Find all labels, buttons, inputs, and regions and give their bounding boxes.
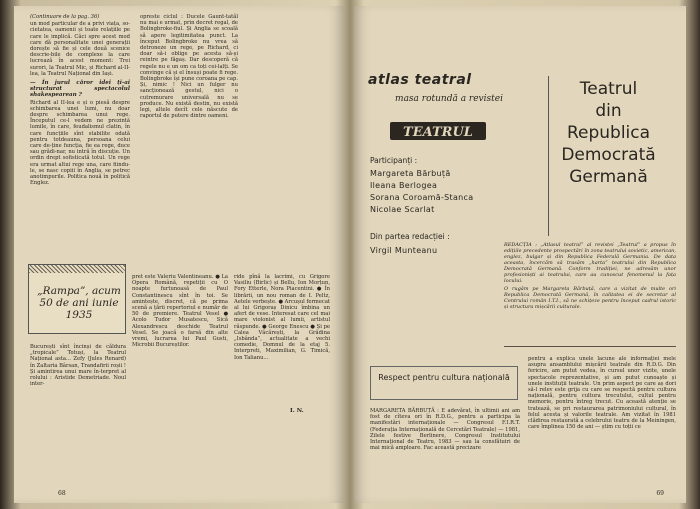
bottom-column-2 <box>132 274 228 349</box>
participants-label: Participanți : <box>370 156 418 165</box>
right-bottom-col-1-text: MARGARETA BĂRBUȚĂ : E adevărat, în ultimii ani am fost de cîteva ori în R.D.G., pentru a participa la manifestări internaționale — Congresul F.I.R.T. (Federația Internațională de Cercetări Teatrale) — 1981, Zilele festive Berlinere, Congresul Institutului Internațional de Teatru, 1983 — sau la consfătuiri de mai mică amploare. Fac această precizare <box>370 408 520 452</box>
participant-1: Margareta Bărbuță <box>370 169 451 178</box>
left-page-number: 68 <box>58 490 66 497</box>
intro-text: un mod particular de a privi viața, so-cietatea, oamenii și toate relațiile pe care le implică. Căci spre acest mod care dă personalitate unei generații dorește să fie și cele două scenice descrie-bile de complexe la care lucrează în acest moment: Trei surori, la Teatrul Mic, și Richard al-II-lea, la Teatrul Național din Iași. <box>30 21 130 77</box>
left-page <box>14 6 344 503</box>
subtitle: masa rotundă a revistei <box>395 94 503 104</box>
editorial-note-text-2: O rugăm pe Margareta Bărbuță, care a vizitat de multe ori Republica Democrată Germană, în calitatea ei de secretar al Centrului român I.T.I., să ne schițeze pentru început cadrul istoric și structura mișcării culturale. <box>504 286 676 310</box>
participants-block <box>370 156 510 216</box>
right-page <box>354 6 686 503</box>
editorial-label: Din partea redacției : <box>370 232 450 241</box>
rampa-box <box>28 264 126 334</box>
editorial-block <box>370 232 490 257</box>
interview-question: — În jurul căror idei ți-ai structurat spectacolul shakespearean ? <box>30 80 130 99</box>
editorial-note-text: REDACȚIA : „Atlasul teatral” al revistei „Teatrul” a propus în edițiile precedente prospectări în zona teatrului sovietic, american, englez, bulgar și din Republica Federală Germania. De data aceasta, încercăm să trasăm „harta” teatrului din Republica Democrată Germană. Conform tradiției, ne adresăm unor profesioniști ai teatrului, care au cunoscut fenomenul la fața locului. <box>504 242 676 284</box>
participant-2: Ileana Berlogea <box>370 181 438 190</box>
participant-3: Sorana Coroamă-Stanca <box>370 193 474 202</box>
rampa-title: „Rampa”, acum 50 de ani iunie 1935 <box>37 285 121 321</box>
logo-text: TEATRUL <box>403 125 473 140</box>
signature: I. N. <box>290 408 304 414</box>
column-2-text: opreste ciclul : Ducele Gaunt-tatăl nu mai e urmat, prin decret regal, de Bolingbroke-fiul. Și Anglia se scoală să apere legitimitatea punct. La început Bolingbroke nu vrea să detroneze un rege, pe Richard, ci doar să-i oblige pe acesta să-și reintre pe făgaș. Dar descoperă că regele nu e un om ca toți cei-lalți. Se convinge că și el însuși poate fi rege. Bolingbroke își pune coroana pe cap. Și, nimic ! Nici un fulger nu sancționează gestul, nici o cutremurare universală nu se produce. Nu există destin, nu există legi, altele decît cele născute de raportul de putere dintre oameni. <box>140 14 238 120</box>
bottom-column-1 <box>30 344 126 388</box>
bottom-col-2-text: pret este Valeriu Valentineanu. ● La Opera Română, repetiții cu O noapte furtunoasă de Paul Constantinescu sînt în toi. Se amintește, discret, că pe prima scenă a țării repertoriul e număr de 50 de premiere. Teatrul Vesel ● Acolo Tudor Musatescu, Sică Alexandrescu deschide Teatrul Vesel. Se joacă o farsă din alte vremi, lucrarea lui Paul Gusti, Microbii Bucureștilor. <box>132 274 228 349</box>
left-column-1 <box>30 14 130 187</box>
atlas-title: atlas teatral <box>368 72 472 88</box>
main-title: Teatrul din Republica Democrată Germană <box>548 76 668 236</box>
participant-4: Nicolae Scarlat <box>370 205 435 214</box>
editorial-note <box>504 242 676 310</box>
editor-name: Virgil Munteanu <box>370 246 438 255</box>
respect-box-title: Respect pentru cultura națională <box>370 366 518 400</box>
bottom-column-3 <box>234 274 330 362</box>
right-bottom-column-2 <box>528 356 676 431</box>
right-page-number: 69 <box>656 490 664 497</box>
decorative-strip <box>29 265 125 273</box>
divider <box>504 346 676 347</box>
left-column-2 <box>140 14 238 120</box>
bottom-col-3-text: ride pînă la lacrimi, cu Grigore Vasiliu (Birlic) și Bellu, Ion Morțun, Fory Etterle, Nora Piacentini. ● În librării, un nou roman de I. Peltz, Aetele verbește. ● Arcușul fermecat al lui Grigoraș Dinicu îmbina un afert de vese. Interesat care cel mai mare violonist al lumii, artistul răspunde. ● George Enescu ● Și pe Calea Văcărești, la Grădina „Isbânda”, actualitate a vechi comedie, Domnul de la etaj 5. Interpreti, Maximilian, G. Timică, Ion Talianu... <box>234 274 330 361</box>
interview-answer: Richard al II-lea e și o piesă despre schimbarea unei lumi, nu doar despre schimbarea unui rege. Începutul ce-l vedem ne prezintă lumile, în care, feudalismul clatin, în care funcțiile sînt stabilite odată pentru totdeauna, persoana celui care de-ține funcția, fie ea rege, duce sau grădi-nar, nu intră în discuție. Un ordin drept sofisticată totul. Un rege era urmat altui rege una, care fiindu-le, se nasc copiii în Anglia, se petrec anotimpurile. Politica nouă în politică Englez. <box>30 99 130 187</box>
right-bottom-column-1 <box>370 408 520 452</box>
continued-note: (Continuare de la pag. 36) <box>30 14 100 20</box>
teatrul-logo <box>390 120 486 142</box>
bottom-col-1-text: București sînt încinși de căldura „tropicale” Totuși, la Teatrul Național asta... Zefy (Jules Renard) în Zaltaria Bârsan, Trandafirii roșii ! Și amintirea unui mare în-terpret al rolului : Aristide Demetriade. Noul inter- <box>30 344 126 388</box>
right-bottom-col-2-text: pentru a explica unele lacune ale informației mele asupra ansamblului mișcării teatrale din R.D.G. Din fericire, am putut vedea, în cursul unor vizite, unele spectacole reprezentative, și am putut cunoaște și unele instituții teatrale. Un prim aspect pe care aș dori să-l relev este grija cu care se respectă pentru cultura națională, pentru cultura trecutului, cultul pentru memorie, pentru întreg trecut. Cu această atenție se tratează, se pri restaurarea patrimoniului cultural, în felul acesta și valorile teatrale. Am vizitat în 1981 clădirea restaurată a celebrului teatru de la Meiningen, care împlinea 150 de ani — știm cu toții ce <box>528 356 676 431</box>
